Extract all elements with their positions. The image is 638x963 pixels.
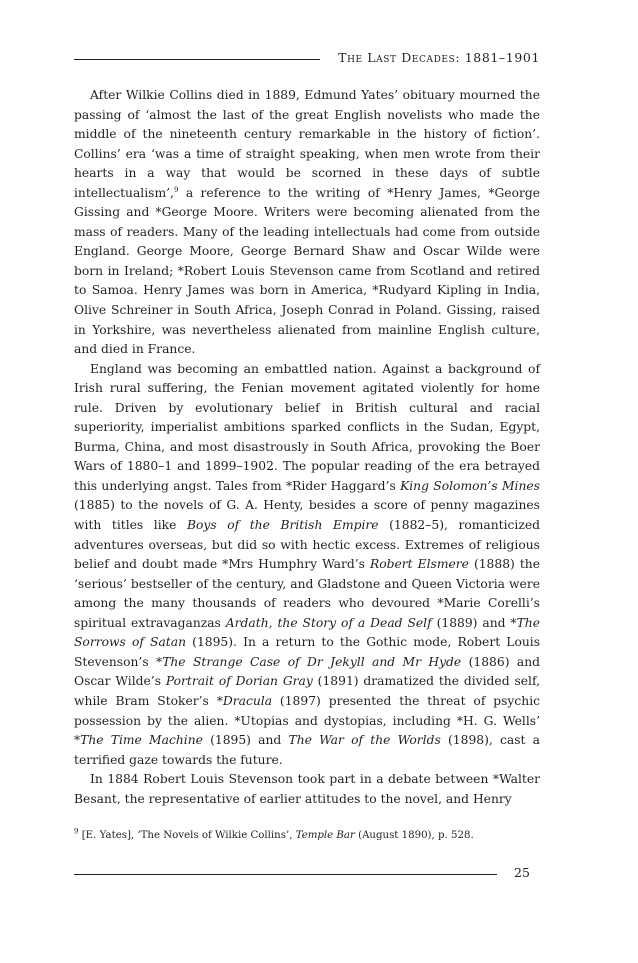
header-rule xyxy=(74,59,320,60)
footnote-text-before: [E. Yates], ‘The Novels of Wilkie Collins’, xyxy=(78,830,296,841)
text-run: (1885) to the novels of G. A. Henty, besides a score of penny magazines with titles like xyxy=(74,498,540,533)
italic-title: Dracula xyxy=(222,693,273,708)
paragraph xyxy=(74,360,540,770)
italic-title: The Sorrows of Satan xyxy=(74,615,540,650)
italic-title: Robert Elsmere xyxy=(369,557,469,572)
italic-title: King Solomon’s Mines xyxy=(400,478,540,493)
text-run: In 1884 Robert Louis Stevenson took part in a debate between *Walter Besant, the representative of earlier attitudes to the novel, and Henry xyxy=(74,772,540,806)
footnote-marker: 9 xyxy=(74,827,79,836)
text-run: (1895) and xyxy=(202,733,289,748)
paragraph xyxy=(74,86,540,360)
page-number: 25 xyxy=(514,865,530,880)
body-text xyxy=(74,86,540,809)
footnote xyxy=(74,827,540,841)
italic-title: The War of the Worlds xyxy=(288,733,441,748)
italic-title: Portrait of Dorian Gray xyxy=(165,674,313,689)
text-run: (1882–5), romanticized adventures overseas, but did so with hectic excess. Extremes of religious belief and doubt made *Mrs Humphry Ward’s xyxy=(74,518,540,572)
text-run: (1889) and * xyxy=(431,615,517,630)
text-run: (1888) the ‘serious’ bestseller of the century, and Gladstone and Queen Victoria were among the many thousands of readers who devoured *Marie Corelli’s spiritual extravaganzas xyxy=(74,557,540,630)
text-run: a reference to the writing of *Henry James, *George Gissing and *George Moore. Writers were becoming alienated from the mass of readers. Many of the leading intellectuals had come from outside England. George Moore, George Bernard Shaw and Oscar Wilde were born in Ireland; *Robert Louis Stevenson came from Scotland and retired to Samoa. Henry James was born in America, *Rudyard Kipling in India, Olive Schreiner in South Africa, Joseph Conrad in Poland. Gissing, raised in Yorkshire, was nevertheless alienated from mainline English culture, and died in France. xyxy=(74,185,540,357)
text-run: England was becoming an embattled nation. Against a background of Irish rural suffering, the Fenian movement agitated violently for home rule. Driven by evolutionary belief in British cultural and racial superiority, imperialist ambitions sparked conflicts in the Sudan, Egypt, Burma, China, and most disastrously in South Africa, provoking the Boer Wars of 1880–1 and 1899–1902. The popular reading of the era betrayed this underlying angst. Tales from *Rider Haggard’s xyxy=(74,361,540,493)
footer-rule xyxy=(74,874,497,875)
text-run: After Wilkie Collins died in 1889, Edmund Yates’ obituary mourned the passing of ‘almost the last of the great English novelists who made the middle of the nineteenth century remarkable in the history of fiction’. Collins’ era ‘was a time of straight speaking, when men wrote from their hearts in a way that would be scorned in these days of subtle intellectualism’, xyxy=(74,88,540,200)
paragraph xyxy=(74,770,540,809)
italic-title: Ardath, the Story of a Dead Self xyxy=(225,615,432,630)
running-head: The Last Decades: 1881–1901 xyxy=(338,50,540,65)
footnote-reference: 9 xyxy=(173,185,179,194)
text-run: (1898), cast a terrified gaze towards the future. xyxy=(74,733,540,767)
italic-title: The Strange Case of Dr Jekyll and Mr Hyde xyxy=(162,654,462,669)
italic-title: Boys of the British Empire xyxy=(186,518,379,533)
text-run: (1895). In a return to the Gothic mode, Robert Louis Stevenson’s * xyxy=(74,635,541,669)
italic-title: The Time Machine xyxy=(80,733,203,748)
footnote-text-after: (August 1890), p. 528. xyxy=(354,830,474,841)
footnote-journal: Temple Bar xyxy=(295,830,355,841)
text-run: (1897) presented the threat of psychic possession by the alien. *Utopias and dystopias, including *H. G. Wells’ * xyxy=(74,693,541,748)
text-run: (1886) and Oscar Wilde’s xyxy=(74,654,541,689)
text-run: (1891) dramatized the divided self, while Bram Stoker’s * xyxy=(74,674,540,708)
